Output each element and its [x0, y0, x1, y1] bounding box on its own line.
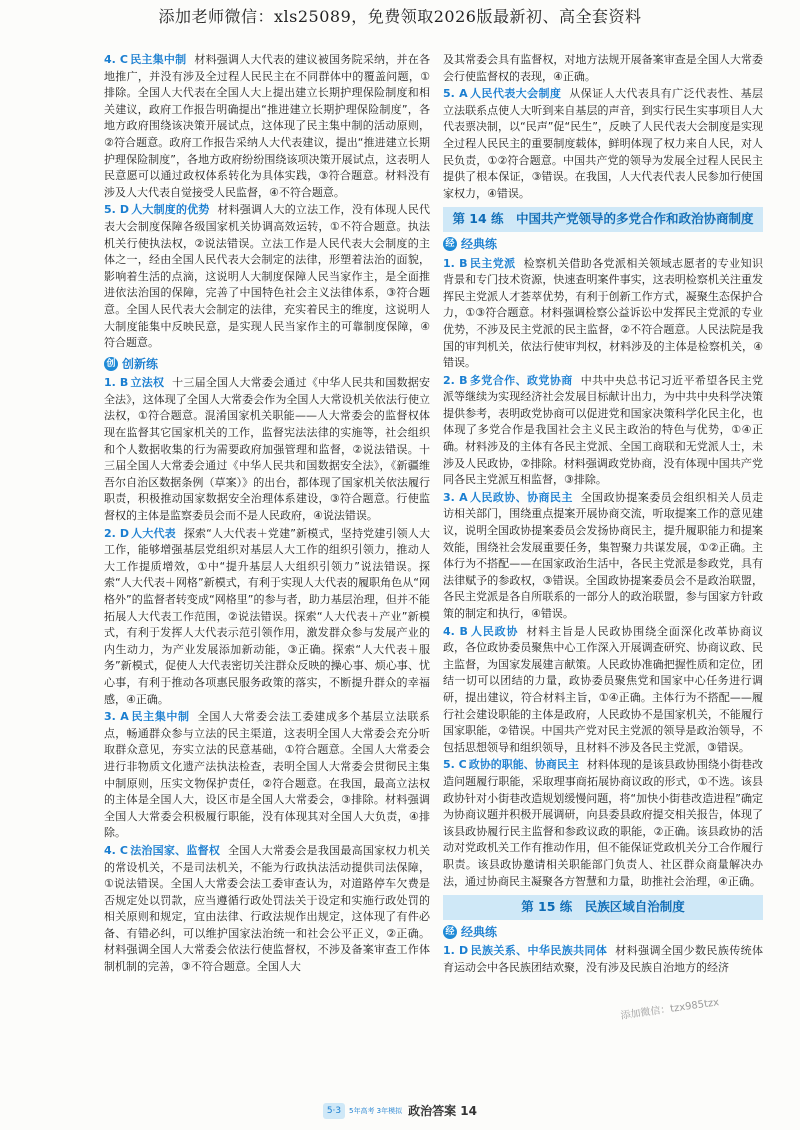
answer-text: 中共中央总书记习近平希望各民主党派等继续为实现经济社会发展目标献计出力，为中共中央科学决策提供参考，表明政党协商可以促进党和国家决策科学化民主化，也体现了多党合作是我国社会主义民主政治的特色与优势，①④正确。材料涉及的主体有各民主党派、全国工商联和无党派人士，未涉及人民政协，②排除。材料强调政党协商，没有体现中国共产党同各民主党派互相监督，③排除。 [443, 373, 764, 487]
answer-item [443, 256, 763, 372]
answer-topic: 民族关系、中华民族共同体 [470, 944, 608, 958]
right-column [443, 52, 763, 977]
answer-item [104, 52, 430, 201]
answer-item [104, 375, 430, 524]
answer-topic: 法治国家、监督权 [129, 843, 221, 857]
answer-item [443, 757, 763, 890]
left-column [104, 52, 430, 977]
answer-topic: 民主集中制 [129, 53, 187, 66]
section-label: 经典练 [461, 236, 498, 251]
answer-text: 十三届全国人大常委会通过《中华人民共和国数据安全法》，这体现了全国人大常委会作为全国人大常设机关依法行使立法权，①符合题意。混淆国家机关职能——人大常委会的监督权体现在监督其它国家机关的工作，监督宪法法律的实施等，社会组织和个人数据收集的行为需要政府加强管理和监督，②说法错误。十三届全国人大常委会通过《中华人民共和国数据安全法》，《新疆维吾尔自治区数据条例（草案）》的出台，都体现了国家机关依法履行职责，积极推动国家数据安全治理体系建设，③符合题意。行使监督权的主体是监察委员会而不是人民政府，④说法错误。 [104, 376, 431, 523]
answer-topic: 政协的职能、协商民主 [468, 758, 579, 772]
answer-topic: 人大制度的优势 [131, 203, 210, 217]
section-heading [443, 236, 763, 253]
answer-topic: 民主集中制 [130, 710, 190, 724]
top-banner: 添加老师微信：xls25089，免费领取2026版最新初、高全套资料 [158, 7, 642, 26]
answer-number: 1. D [443, 944, 469, 958]
answer-number: 5. D [104, 203, 129, 217]
answer-number: 2. D [104, 526, 129, 540]
answer-text: 材料主旨是人民政协围绕全面深化改革协商议政，各位政协委员聚焦中心工作深入开展调查研究、协商议政、民主监督，为国家发展建言献策。人民政协准确把握性质和定位，团结一切可以团结的力量，政协委员聚焦党和国家中心任务进行调研，提出建议，符合材料主旨，①④正确。主体行为不搭配——履行社会建设职能的主体是政府，人民政协不是国家机关，不能履行国家职能，②错误。中国共产党对民主党派的领导是政治领导，不包括思想领导和组织领导，且材料不涉及各民主党派，③错误。 [443, 624, 764, 754]
answer-text: 全国人大常委会法工委建成多个基层立法联系点，畅通群众参与立法的民主渠道，这表明全国人大常委会充分听取群众意见，夯实立法的民意基础，①符合题意。全国人大常委会进行非物质文化遗产法执法检查，表明全国人大常委会贯彻民主集中制原则，压实文物保护责任，②符合题意。在我国，最高立法权的主体是全国人大，设区市是全国人大常委会，③排除。材料强调全国人大常委会积极履行职能，没有体现其对全国人大负责，④排除。 [104, 710, 431, 840]
section-heading [104, 356, 430, 373]
page-number: 政治答案 14 [408, 1104, 478, 1118]
answer-number: 4. C [104, 843, 128, 857]
answer-topic: 人民政协、协商民主 [469, 490, 573, 504]
answer-text: 材料强调人大代表的建议被国务院采纳，并在各地推广，并没有涉及全过程人民民主在不同群体中的覆盖问题，①排除。全国人大代表在全国人大上提出建立长期护理保险制度和相关建议，政府工作报告明确提出“推进建立长期护理保险制度”，各地方政府围绕该决策开展试点，这体现了民主集中制的活动原则，②符合题意。政府工作报告采纳人大代表建议，提出“推进建立长期护理保险制度”，各地方政府纷纷围绕该项决策开展试点，这表明人民意愿可以通过政权体系转化为具体实践，③符合题意。材料没有涉及人大代表自觉接受人民监督，④不符合题意。 [104, 53, 430, 199]
section-heading [443, 924, 763, 941]
answer-item [443, 624, 763, 757]
answer-text: 全国政协提案委员会组织相关人员走访相关部门，围绕重点提案开展协商交流，听取提案工作的意见建议，说明全国政协提案委员会发扬协商民主，提升履职能力和提案效能，围绕社会发展重要任务，集智聚力共谋发展，①②正确。主体行为不搭配——在国家政治生活中，各民主党派是参政党，具有法律赋予的参政权，③错误。全国政协提案委员会不是政治联盟，各民主党派是各自所联系的一部分人的政治联盟，参与国家方针政策的制定和执行，④错误。 [443, 490, 764, 620]
answer-topic: 立法权 [130, 376, 165, 390]
answer-item [104, 526, 430, 709]
section-label: 经典练 [461, 924, 498, 939]
answer-topic: 人大代表 [130, 526, 176, 540]
answer-text: 全国人大常委会是我国最高国家权力机关的常设机关，不是司法机关，不能为行政执法活动提供司法保障，①说法错误。全国人大常委会法工委审查认为，对道路停车欠费是否规定处以罚款，应当遵循行政处罚法关于设定和实施行政处罚的相关原则和规定，宜由法律、行政法规作出规定，这体现了有件必备、有错必纠，可以维护国家法治统一和社会公平正义，②正确。材料强调全国人大常委会依法行使监督权，不涉及备案审查工作体制机制的完善，③不符合题意。全国人大 [104, 843, 430, 974]
answer-topic: 多党合作、政党协商 [469, 373, 573, 387]
answer-number: 2. B [443, 373, 468, 387]
brand-name: 5年高考 3年模拟 [348, 1106, 403, 1115]
answer-text: 材料强调人大的立法工作，没有体现人民代表大会制度保障各级国家机关协调高效运转，①不符合题意。执法机关行使执法权，②说法错误。立法工作是人民代表大会制度的主体之一，经由全国人民代表大会制定的法律，形塑着法治的面貌，影响着生活的点滴，这说明人大制度保障人民当家作主，是全面推进依法治国的保障，完善了中国特色社会主义法律体系，③符合题意。全国人民代表大会制定的法律，充实着民主的维度，这说明人大制度能集中反映民意，是实现人民当家作主的可靠制度保障，④符合题意。 [104, 203, 431, 350]
answer-item [443, 52, 763, 85]
answer-number: 4. B [443, 624, 468, 638]
section-label: 创新练 [122, 356, 159, 371]
answer-number: 3. A [443, 490, 468, 504]
answer-item [443, 86, 763, 202]
answer-number: 4. C [104, 53, 128, 66]
answer-topic: 人民代表大会制度 [469, 87, 562, 101]
section-icon: 创 [104, 357, 118, 371]
answer-item [104, 202, 430, 351]
watermark: 添加微信：tzx985tzx [619, 997, 720, 1022]
unit-title: 第 15 练 民族区域自治制度 [443, 895, 763, 920]
answer-number: 1. B [104, 376, 129, 390]
section-icon: 经 [443, 237, 457, 251]
answer-number: 5. A [443, 87, 468, 101]
answer-text: 探索“人大代表＋党建”新模式，坚持党建引领人大工作，能够增强基层党组织对基层人大工作的组织引领力，推动人大工作提质增效，①中“提升基层人大组织引领力”说法错误。探索“人大代表＋网格”新模式，有利于实现人大代表的履职角色从“网格外”的监督者转变成“网格里”的参与者，助力基层治理，但并不能拓展人大代表工作范围，②说法错误。探索“人大代表＋产业”新模式，有利于发挥人大代表示范引领作用，激发群众参与发展产业的内生动力，为产业发展添加新动能，③正确。探索“人大代表＋服务”新模式，促使人大代表密切关注群众反映的操心事、烦心事、忧心事，有利于推动各项惠民服务政策的落实，不断提升群众的幸福感，④正确。 [104, 526, 430, 706]
section-icon: 经 [443, 925, 457, 939]
answer-item [443, 490, 763, 623]
answer-item [104, 709, 430, 842]
answer-number: 5. C [443, 758, 467, 772]
page-footer [0, 1102, 800, 1119]
answer-text: 从保证人大代表具有广泛代表性、基层立法联系点使人大听到来自基层的声音，到实行民生实事项目人大代表票决制，以“民声”促“民生”，反映了人民代表大会制度是实现全过程人民民主的重要制度载体，鲜明体现了权力来自人民，对人民负责，①②符合题意。中国共产党的领导为发展全过程人民民主提供了根本保证，③错误。在我国，人大代表代表人民参加行使国家权力，④错误。 [443, 87, 763, 200]
answer-text: 检察机关借助各党派相关领域志愿者的专业知识背景和专门技术资源，快速查明案件事实，这表明检察机关注重发挥民主党派人才荟萃优势，有利于创新工作方式，凝聚生态保护合力，①③符合题意。材料强调检察公益诉讼中发挥民主党派的专业优势，不涉及民主党派的民主监督，②不符合题意。人民法院是我国的审判机关，依法行使审判权，材料涉及的主体是检察机关，④错误。 [443, 256, 764, 370]
answer-number: 1. B [443, 256, 468, 270]
answer-item [104, 843, 430, 976]
answer-text: 材料体现的是该县政协围绕小街巷改造问题履行职能，采取理事商拓展协商议政的形式，①不选。该县政协针对小街巷改造规划缓慢问题，将“加快小街巷改造进程”确定为协商议题并积极开展调研，向县委县政府提交相关报告，体现了该县政协履行民主监督和参政议政的职能，②正确。该县政协的活动对党政机关工作有推动作用，但不能保证党政机关分工合作履行职责。该县政协邀请相关职能部门负责人、社区群众商量解决办法，通过协商民主凝聚各方智慧和力量，助推社会治理，④正确。 [443, 758, 763, 888]
answer-item [443, 373, 763, 489]
answer-number: 3. A [104, 710, 129, 724]
answer-topic: 民主党派 [469, 256, 516, 270]
answer-text: 及其常委会具有监督权，对地方法规开展备案审查是全国人大常委会行使监督权的表现，④正确。 [443, 53, 763, 83]
answer-item [443, 943, 763, 976]
answer-text: 材料强调全国少数民族传统体育运动会中各民族团结欢聚，没有涉及民族自治地方的经济 [443, 944, 764, 974]
unit-title: 第 14 练 中国共产党领导的多党合作和政治协商制度 [443, 207, 763, 232]
brand-logo: 5·3 [323, 1103, 345, 1119]
answer-topic: 人民政协 [469, 624, 519, 638]
